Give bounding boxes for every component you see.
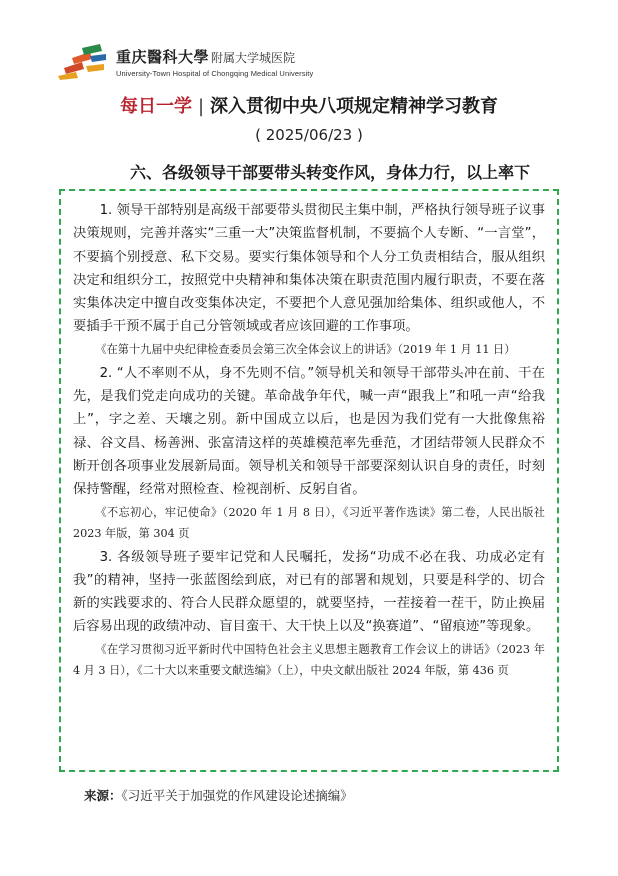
content-box xyxy=(59,189,559,772)
issue-date: ( 2025/06/23 ) xyxy=(255,126,363,144)
page-title xyxy=(0,92,618,118)
source-text: 《习近平关于加强党的作风建设论述摘编》 xyxy=(121,788,353,803)
item-citation: 《在第十九届中央纪律检查委员会第三次全体会议上的讲话》（2019 年 1 月 11 日） xyxy=(95,342,516,356)
title-separator: | xyxy=(197,96,205,117)
section-heading xyxy=(0,160,618,183)
hospital-header xyxy=(56,38,313,86)
title-main: 深入贯彻中央八项规定精神学习教育 xyxy=(210,96,499,117)
logo-english-name: University-Town Hospital of Chongqing Medical University xyxy=(116,69,314,78)
section-heading-text: 六、各级领导干部要带头转变作风，身体力行，以上率下 xyxy=(129,163,530,182)
item-paragraph: 1. 领导干部特别是高级干部要带头贯彻民主集中制，严格执行领导班子议事决策规则，完善并落实“三重一大”决策监督机制，不要搞个人专断、“一言堂”，不要搞个别授意、私下交易。要实行集体领导和个人分工负责相结合，服从组织决定和组织分工，按照党中央精神和集体决策在职责范围内履行职责，不要在落实集体决定中擅自改变集体决定，不要把个人意见强加给集体、组织或他人，不要插手干预不属于自己分管领域或者应该回避的工作事项。 xyxy=(73,203,545,335)
item-paragraph: 2. “人不率则不从，身不先则不信。”领导机关和领导干部带头冲在前、干在先，是我们党走向成功的关键。革命战争年代，喊一声“跟我上”和吼一声“给我上”，字之差、天壤之别。新中国成立以后，也是因为我们党有一大批像焦裕禄、谷文昌、杨善洲、张富清这样的英雄模范率先垂范，才团结带领人民群众不断开创各项事业发展新局面。领导机关和领导干部要深刻认识自身的责任，时刻保持警醒，经常对照检查、检视剖析、反躬自省。 xyxy=(73,365,545,498)
item-citation: 《不忘初心，牢记使命》（2020 年 1 月 8 日），《习近平著作选读》第二卷，人民出版社 2023 年版，第 304 页 xyxy=(73,505,545,540)
item-citation: 《在学习贯彻习近平新时代中国特色社会主义思想主题教育工作会议上的讲话》（2023 年 4 月 3 日），《二十大以来重要文献选编》（上），中央文献出版社 2024 年版，第 436 页 xyxy=(73,642,545,677)
logo-chinese-subname: 附属大学城医院 xyxy=(211,51,296,65)
title-prefix: 每日一学 xyxy=(119,96,192,117)
source-line xyxy=(84,786,353,804)
item-paragraph: 3. 各级领导班子要牢记党和人民嘱托，发扬“功成不必在我、功成必定有我”的精神，坚持一张蓝图绘到底，对已有的部署和规划，只要是科学的、切合新的实践要求的、符合人民群众愿望的，就要坚持，一茬接着一茬干，防止换届后容易出现的政绩冲动、盲目蛮干、大干快上以及“换赛道”、“留痕迹”等现象。 xyxy=(73,549,545,635)
hospital-logo-icon xyxy=(56,42,108,82)
logo-chinese-name: 重庆醫科大學 xyxy=(116,48,210,66)
source-label: 来源： xyxy=(84,788,122,803)
